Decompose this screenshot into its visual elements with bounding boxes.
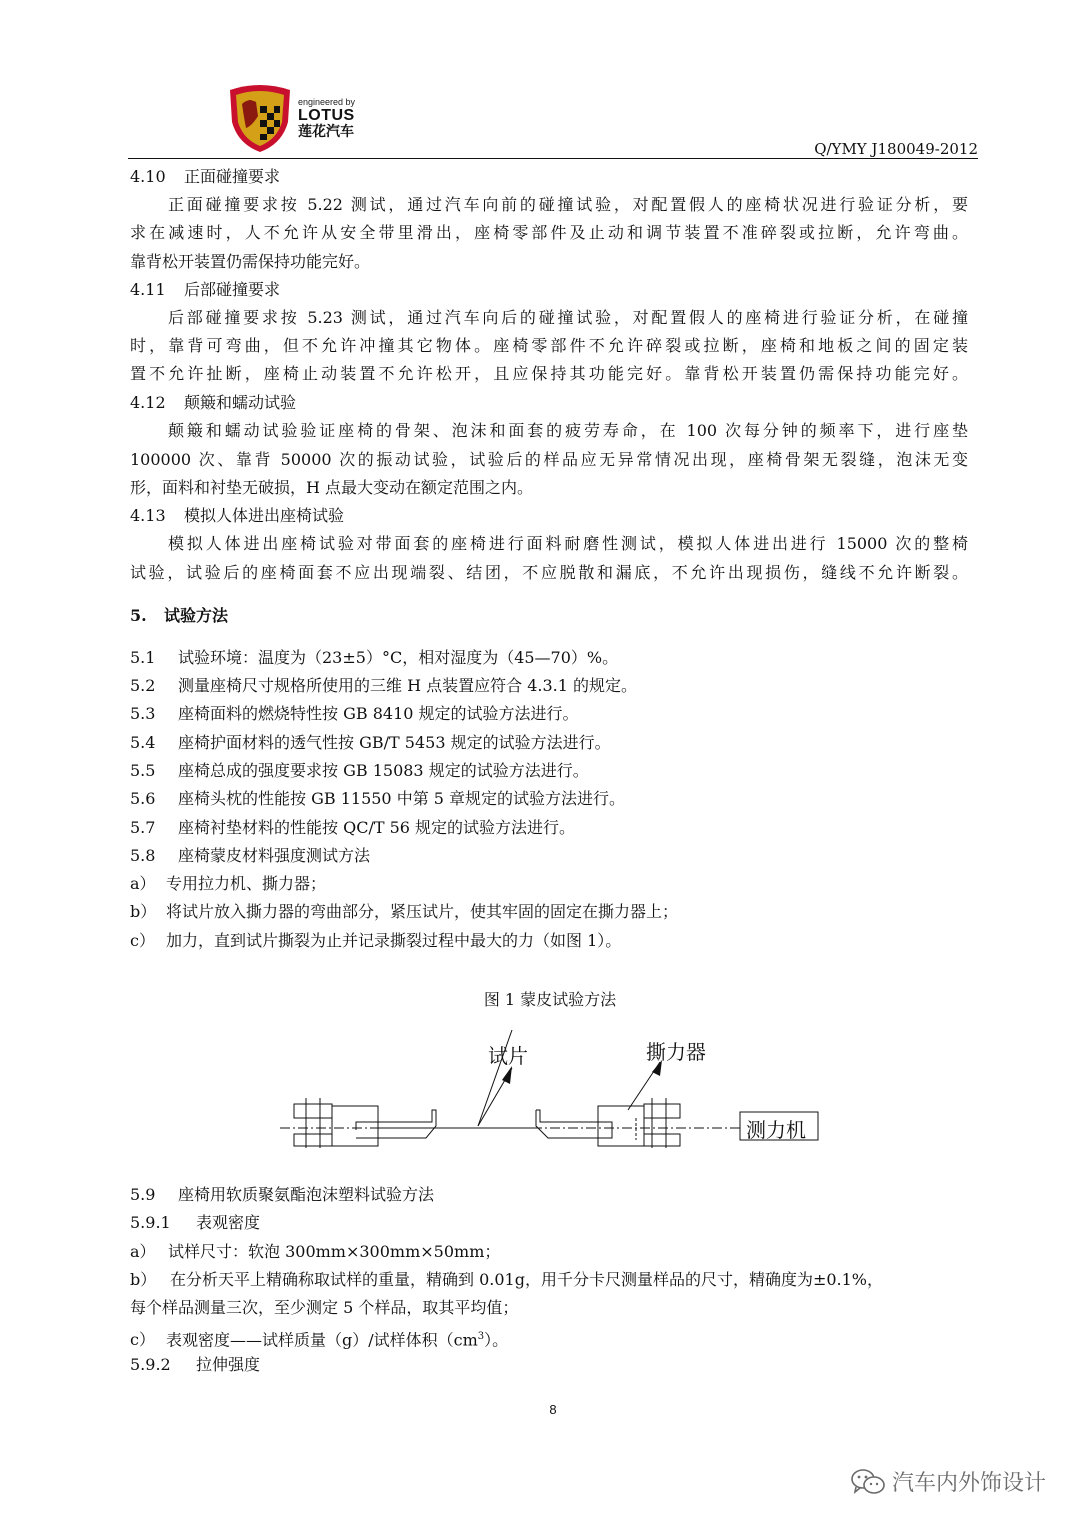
list-item (130, 789, 625, 809)
list-item (130, 874, 326, 894)
list-item (130, 761, 589, 781)
paragraph-line: 颠簸和蠕动试验验证座椅的骨架、泡沫和面套的疲劳寿命，在 100 次每分钟的频率下，进行座垫 (168, 421, 968, 440)
list-number: 5.2 (130, 676, 156, 695)
watermark-text: 汽车内外饰设计 (891, 1471, 1046, 1496)
subsection-heading (130, 1355, 260, 1375)
list-number: 5.4 (130, 733, 156, 752)
list-item (130, 676, 637, 696)
section-heading (130, 506, 344, 526)
list-marker: b） (130, 902, 157, 921)
list-text: 座椅蒙皮材料强度测试方法 (178, 846, 371, 865)
section-number: 5.9 (130, 1185, 156, 1204)
list-marker: c） (130, 1330, 155, 1350)
section-number: 4.11 (130, 280, 166, 299)
paragraph-line: 模拟人体进出座椅试验对带面套的座椅进行面料耐磨性测试，模拟人体进出进行 15000 次的整椅 (168, 534, 968, 553)
paragraph-line: 正面碰撞要求按 5.22 测试，通过汽车向前的碰撞试验，对配置假人的座椅状况进行验证分析，要 (168, 195, 968, 214)
lotus-logo (226, 82, 376, 154)
shield-logo-icon (226, 82, 294, 154)
list-text: 座椅护面材料的透气性按 GB/T 5453 规定的试验方法进行。 (178, 733, 611, 752)
subsection-number: 5.9.2 (130, 1355, 171, 1374)
list-text: 表观密度——试样质量（g）/试样体积（cm (166, 1330, 478, 1350)
label-tearer: 撕力器 (646, 1040, 706, 1064)
list-item (130, 704, 579, 724)
list-item (130, 648, 618, 668)
list-text: 测量座椅尺寸规格所使用的三维 H 点装置应符合 4.3.1 的规定。 (178, 676, 638, 695)
list-text: 专用拉力机、撕力器； (166, 874, 327, 893)
list-item (130, 733, 611, 753)
header-rule (128, 158, 978, 159)
section-number: 4.10 (130, 167, 166, 186)
section-heading (130, 1185, 434, 1205)
section-title: 后部碰撞要求 (184, 280, 281, 299)
document-number: Q/YMY J180049-2012 (814, 140, 978, 158)
list-text-end: ）。 (484, 1330, 509, 1350)
wechat-icon (850, 1468, 886, 1496)
section-title: 颠簸和蠕动试验 (184, 393, 297, 412)
section-number: 4.13 (130, 506, 166, 525)
chapter-heading (130, 606, 228, 626)
list-marker: b） (130, 1270, 157, 1289)
list-text: 加力，直到试片撕裂为止并记录撕裂过程中最大的力（如图 1）。 (166, 931, 622, 950)
list-item (130, 1270, 883, 1290)
list-number: 5.8 (130, 846, 156, 865)
list-text: 在分析天平上精确称取试样的重量，精确到 0.01g，用千分卡尺测量样品的尺寸，精确度为±0.1%， (170, 1270, 884, 1289)
paragraph-line: 每个样品测量三次，至少测定 5 个样品，取其平均值； (130, 1298, 519, 1317)
subsection-heading (130, 1213, 260, 1233)
superscript: 3 (477, 1331, 485, 1342)
chapter-number: 5. (130, 606, 147, 625)
section-heading (130, 280, 280, 300)
list-number: 5.5 (130, 761, 156, 780)
list-item (130, 931, 621, 951)
logo-brand: LOTUS (298, 107, 355, 124)
list-item (130, 1242, 500, 1262)
list-text: 将试片放入撕力器的弯曲部分，紧压试片，使其牢固的固定在撕力器上； (166, 902, 679, 921)
list-number: 5.7 (130, 818, 156, 837)
section-title: 座椅用软质聚氨酯泡沫塑料试验方法 (178, 1185, 435, 1204)
section-heading (130, 167, 280, 187)
paragraph-line: 试验，试验后的座椅面套不应出现端裂、结团，不应脱散和漏底，不允许出现损伤，缝线不允许断裂。 (130, 563, 968, 582)
page-number: 8 (549, 1402, 557, 1417)
paragraph-line: 时，靠背可弯曲，但不允许冲撞其它物体。座椅零部件不允许碎裂或拉断，座椅和地板之间的固定装 (130, 336, 968, 355)
subsection-title: 拉伸强度 (196, 1355, 261, 1374)
figure-caption: 图 1 蒙皮试验方法 (483, 990, 617, 1009)
paragraph-line: 靠背松开装置仍需保持功能完好。 (130, 252, 371, 271)
section-number: 4.12 (130, 393, 166, 412)
list-marker: a） (130, 1242, 156, 1261)
label-force-machine: 测力机 (746, 1118, 806, 1142)
list-number: 5.1 (130, 648, 156, 667)
paragraph-line: 求在减速时，人不允许从安全带里滑出，座椅零部件及止动和调节装置不准碎裂或拉断，允许弯曲。 (130, 223, 968, 242)
label-specimen: 试片 (488, 1044, 528, 1068)
section-title: 模拟人体进出座椅试验 (184, 506, 345, 525)
section-heading (130, 393, 296, 413)
watermark (850, 1466, 1046, 1497)
list-item (130, 818, 575, 838)
list-text: 座椅衬垫材料的性能按 QC/T 56 规定的试验方法进行。 (178, 818, 576, 837)
list-text: 座椅总成的强度要求按 GB 15083 规定的试验方法进行。 (178, 761, 589, 780)
figure-tear-test (280, 1030, 830, 1150)
paragraph-line: 100000 次、靠背 50000 次的振动试验，试验后的样品应无异常情况出现，座椅骨架无裂缝，泡沫无变 (130, 450, 968, 469)
subsection-title: 表观密度 (196, 1213, 261, 1232)
logo-engineered-by: engineered by (298, 97, 356, 107)
list-marker: c） (130, 931, 155, 950)
logo-cn: 莲花汽车 (298, 124, 354, 140)
paragraph-line: 置不允许扯断，座椅止动装置不允许松开，且应保持其功能完好。靠背松开装置仍需保持功能完好。 (130, 364, 968, 383)
list-number: 5.6 (130, 789, 156, 808)
list-text: 座椅面料的燃烧特性按 GB 8410 规定的试验方法进行。 (178, 704, 579, 723)
list-item (130, 846, 370, 866)
list-text: 试样尺寸：软泡 300mm×300mm×50mm； (168, 1242, 501, 1261)
subsection-number: 5.9.1 (130, 1213, 171, 1232)
list-item (130, 1327, 508, 1350)
list-marker: a） (130, 874, 156, 893)
paragraph-line: 后部碰撞要求按 5.23 测试，通过汽车向后的碰撞试验，对配置假人的座椅进行验证分析，在碰撞 (168, 308, 968, 327)
list-number: 5.3 (130, 704, 156, 723)
list-text: 试验环境：温度为（23±5）°C，相对湿度为（45—70）%。 (178, 648, 619, 667)
paragraph-line: 形，面料和衬垫无破损，H 点最大变动在额定范围之内。 (130, 478, 534, 497)
chapter-title: 试验方法 (164, 606, 229, 625)
list-text: 座椅头枕的性能按 GB 11550 中第 5 章规定的试验方法进行。 (178, 789, 626, 808)
list-item (130, 902, 678, 922)
section-title: 正面碰撞要求 (184, 167, 281, 186)
